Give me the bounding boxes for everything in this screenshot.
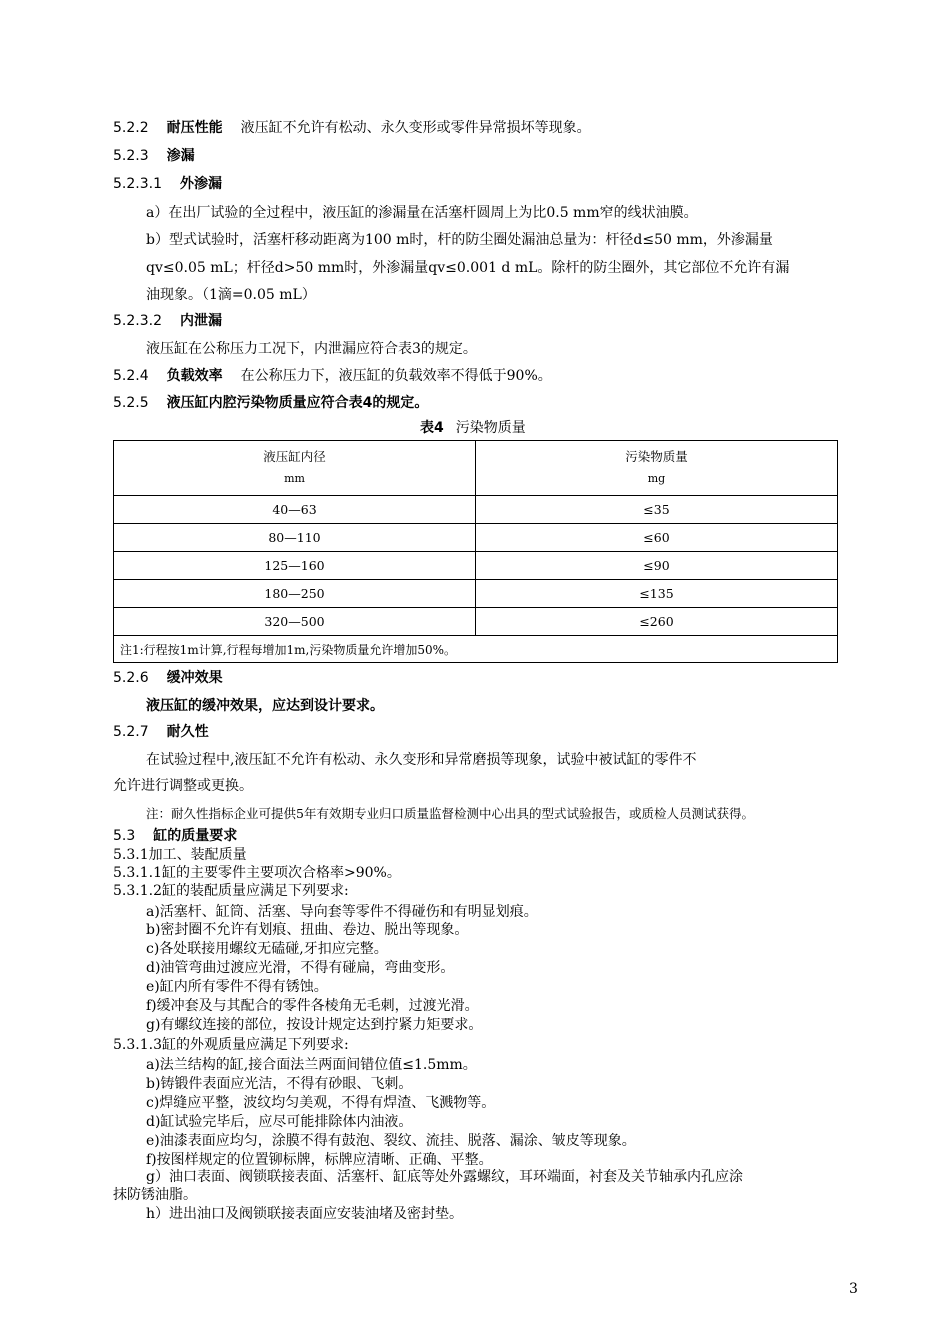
subsection-5-3-1-1: 5.3.1.1缸的主要零件主要项次合格率>90%。 xyxy=(113,865,401,881)
subsection-5-3-1-2: 5.3.1.2缸的装配质量应满足下列要求: xyxy=(113,883,349,899)
table-caption-title: 污染物质量 xyxy=(455,420,526,436)
appearance-item-f: f)按图样规定的位置铆标牌，标牌应清晰、正确、平整。 xyxy=(146,1152,493,1168)
section-number: 5.2.3.2 xyxy=(113,313,162,329)
section-text: 液压缸不允许有松动、永久变形或零件异常损坏等现象。 xyxy=(240,120,591,136)
assembly-item-e: e)缸内所有零件不得有锈蚀。 xyxy=(146,979,328,995)
leakage-item-b-line1: b）型式试验时，活塞杆移动距离为100 m时，杆的防尘圈处漏油总量为：杆径d≤50 mm，外渗漏量 xyxy=(146,232,773,248)
section-number: 5.2.4 xyxy=(113,368,149,384)
cell-mass: ≤60 xyxy=(476,524,838,552)
section-5-2-6 xyxy=(113,668,223,688)
table-row xyxy=(114,552,838,580)
leakage-item-b-line2: qv≤0.05 mL；杆径d>50 mm时，外渗漏量qv≤0.001 d mL。除杆的防尘圈外，其它部位不允许有漏 xyxy=(146,260,790,276)
assembly-item-b: b)密封圈不允许有划痕、扭曲、卷边、脱出等现象。 xyxy=(146,922,469,938)
appearance-item-b: b)铸锻件表面应光洁，不得有砂眼、飞刺。 xyxy=(146,1076,413,1092)
cell-bore: 125—160 xyxy=(114,552,476,580)
section-5-2-2 xyxy=(113,118,591,138)
section-title: 耐久性 xyxy=(166,724,209,740)
table-row xyxy=(114,580,838,608)
assembly-item-c: c)各处联接用螺纹无磕碰,牙扣应完整。 xyxy=(146,941,388,957)
header-cylinder-bore xyxy=(114,441,476,496)
cell-mass: ≤135 xyxy=(476,580,838,608)
section-title: 缓冲效果 xyxy=(166,670,223,686)
section-5-3 xyxy=(113,826,237,846)
section-title: 内泄漏 xyxy=(179,313,222,329)
table-row xyxy=(114,496,838,524)
internal-leakage-text: 液压缸在公称压力工况下，内泄漏应符合表3的规定。 xyxy=(146,341,477,357)
section-number: 5.2.7 xyxy=(113,724,149,740)
section-5-2-3-2 xyxy=(113,311,222,331)
section-5-2-5 xyxy=(113,393,428,413)
assembly-item-g: g)有螺纹连接的部位，按设计规定达到拧紧力矩要求。 xyxy=(146,1017,483,1033)
appearance-item-c: c)焊缝应平整，波纹均匀美观，不得有焊渣、飞溅物等。 xyxy=(146,1095,496,1111)
section-5-2-3-1 xyxy=(113,174,222,194)
section-title: 液压缸内腔污染物质量应符合表4的规定。 xyxy=(166,395,429,411)
table-header-row xyxy=(114,441,838,496)
cell-mass: ≤90 xyxy=(476,552,838,580)
cell-bore: 320—500 xyxy=(114,608,476,636)
contaminant-table xyxy=(113,440,838,663)
cell-mass: ≤35 xyxy=(476,496,838,524)
table-note-row xyxy=(114,636,838,663)
appearance-item-g-line1: g）油口表面、阀锁联接表面、活塞杆、缸底等处外露螺纹，耳环端面，衬套及关节轴承内孔应涂 xyxy=(146,1169,743,1185)
appearance-item-d: d)缸试验完毕后，应尽可能排除体内油液。 xyxy=(146,1114,413,1130)
section-title: 耐压性能 xyxy=(166,120,223,136)
section-title: 外渗漏 xyxy=(179,176,222,192)
section-title: 负载效率 xyxy=(166,368,223,384)
section-title: 渗漏 xyxy=(166,148,195,164)
assembly-item-f: f)缓冲套及与其配合的零件各棱角无毛刺，过渡光滑。 xyxy=(146,998,479,1014)
leakage-item-a: a）在出厂试验的全过程中，液压缸的渗漏量在活塞杆圆周上为比0.5 mm窄的线状油膜。 xyxy=(146,205,698,221)
cell-bore: 180—250 xyxy=(114,580,476,608)
section-5-2-3 xyxy=(113,146,195,166)
appearance-item-h: h）进出油口及阀锁联接表面应安装油堵及密封垫。 xyxy=(146,1206,464,1222)
appearance-item-g-line2: 抹防锈油脂。 xyxy=(113,1187,197,1203)
table-row xyxy=(114,608,838,636)
table-note: 注1:行程按1m计算,行程每增加1m,污染物质量允许增加50%。 xyxy=(114,636,838,663)
table-row xyxy=(114,524,838,552)
table-caption-number: 表4 xyxy=(420,420,444,436)
section-number: 5.2.6 xyxy=(113,670,149,686)
cell-bore: 40—63 xyxy=(114,496,476,524)
appearance-item-e: e)油漆表面应均匀，涂膜不得有鼓泡、裂纹、流挂、脱落、漏涂、皱皮等现象。 xyxy=(146,1133,636,1149)
section-number: 5.2.3.1 xyxy=(113,176,162,192)
header-unit: mm xyxy=(284,472,305,485)
page-number: 3 xyxy=(849,1281,858,1297)
durability-text-line1: 在试验过程中,液压缸不允许有松动、永久变形和异常磨损等现象，试验中被试缸的零件不 xyxy=(146,752,697,768)
section-number: 5.2.2 xyxy=(113,120,149,136)
header-label: 污染物质量 xyxy=(625,449,688,464)
section-text: 在公称压力下，液压缸的负载效率不得低于90%。 xyxy=(240,368,552,384)
subsection-5-3-1-3: 5.3.1.3缸的外观质量应满足下列要求: xyxy=(113,1037,349,1053)
section-title: 缸的质量要求 xyxy=(153,828,238,844)
header-contaminant-mass xyxy=(476,441,838,496)
section-number: 5.2.3 xyxy=(113,148,149,164)
leakage-item-b-line3: 油现象。（1滴=0.05 mL） xyxy=(146,287,316,303)
assembly-item-d: d)油管弯曲过渡应光滑，不得有碰扁，弯曲变形。 xyxy=(146,960,455,976)
table-caption xyxy=(420,418,526,438)
section-5-2-4 xyxy=(113,366,552,386)
cell-mass: ≤260 xyxy=(476,608,838,636)
durability-text-line2: 允许进行调整或更换。 xyxy=(113,778,253,794)
cushion-text: 液压缸的缓冲效果，应达到设计要求。 xyxy=(146,698,384,714)
section-number: 5.2.5 xyxy=(113,395,149,411)
section-5-2-7 xyxy=(113,722,209,742)
cell-bore: 80—110 xyxy=(114,524,476,552)
header-label: 液压缸内径 xyxy=(263,449,326,464)
durability-note: 注：耐久性指标企业可提供5年有效期专业归口质量监督检测中心出具的型式试验报告，或质检人员测试获得。 xyxy=(146,806,754,821)
assembly-item-a: a)活塞杆、缸筒、活塞、导向套等零件不得碰伤和有明显划痕。 xyxy=(146,904,538,920)
header-unit: mg xyxy=(647,472,666,485)
section-number: 5.3 xyxy=(113,828,136,844)
appearance-item-a: a)法兰结构的缸,接合面法兰两面间错位值≤1.5mm。 xyxy=(146,1057,477,1073)
subsection-5-3-1: 5.3.1加工、装配质量 xyxy=(113,847,247,863)
